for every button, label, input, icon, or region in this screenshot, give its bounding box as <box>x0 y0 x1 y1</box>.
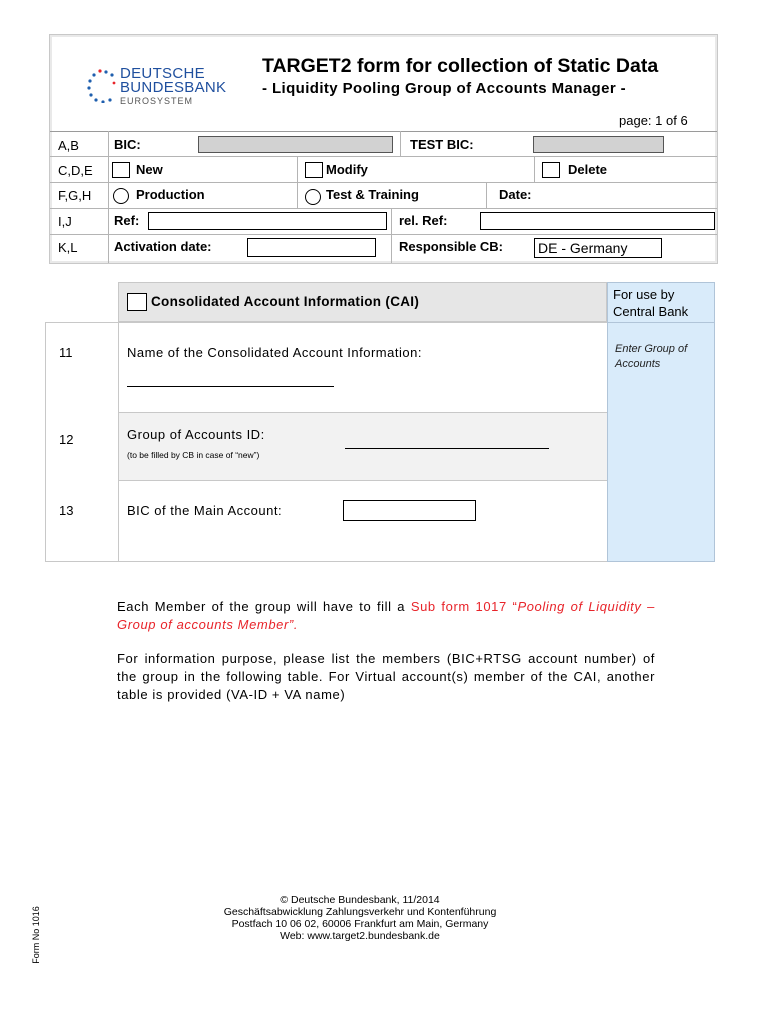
central-bank-column <box>607 282 715 562</box>
test-bic-label: TEST BIC: <box>410 137 474 152</box>
row-number-13: 13 <box>59 503 74 518</box>
enter-group-note: Enter Group of Accounts <box>615 343 688 370</box>
row-12-label: Group of Accounts ID: <box>127 427 265 442</box>
cai-title: Consolidated Account Information (CAI) <box>151 294 420 309</box>
row-13-label: BIC of the Main Account: <box>127 503 283 518</box>
ref-label: Ref: <box>114 213 140 228</box>
bic-input[interactable] <box>198 136 393 153</box>
rel-ref-label: rel. Ref: <box>399 213 448 228</box>
bundesbank-logo <box>86 65 246 111</box>
footer-copyright: © Deutsche Bundesbank, 11/2014 <box>280 894 440 906</box>
page-title: TARGET2 form for collection of Static Data <box>262 55 659 77</box>
sub-form-link[interactable]: Sub form 1017 “ <box>410 599 518 614</box>
new-label: New <box>136 162 163 177</box>
footer-web[interactable]: Web: www.target2.bundesbank.de <box>280 930 440 942</box>
logo-line3: EUROSYSTEM <box>120 96 194 106</box>
row-label-ab: A,B <box>58 138 79 153</box>
central-bank-label: For use by Central Bank <box>613 287 689 319</box>
row-number-12: 12 <box>59 432 74 447</box>
page-indicator: page: 1 of 6 <box>619 113 688 128</box>
row-label-fgh: F,G,H <box>58 188 92 203</box>
test-training-label: Test & Training <box>326 187 419 202</box>
modify-label: Modify <box>326 162 368 177</box>
footer <box>190 894 530 942</box>
row-11-label: Name of the Consolidated Account Information: <box>127 345 422 360</box>
header-block <box>49 34 718 264</box>
para1-text: Each Member of the group will have to fill a <box>117 599 411 614</box>
paragraph-info: For information purpose, please list the members (BIC+RTSG account number) of the group in the following table. For Virtual account(s) member of the CAI, another table is provided (VA-ID + VA name) <box>117 651 655 702</box>
responsible-cb-select[interactable]: DE - Germany <box>534 238 662 258</box>
cai-checkbox[interactable] <box>127 293 147 311</box>
row-12-note: (to be filled by CB in case of “new”) <box>127 450 260 460</box>
responsible-cb-label: Responsible CB: <box>399 239 504 254</box>
group-id-input[interactable] <box>345 448 549 449</box>
eurosystem-stars-icon <box>86 69 116 103</box>
sub-form-title[interactable]: Pooling of Liquidity – Group of accounts Member <box>117 599 655 632</box>
ref-input[interactable] <box>148 212 387 230</box>
delete-label: Delete <box>568 162 608 177</box>
rel-ref-input[interactable] <box>480 212 715 230</box>
test-bic-input[interactable] <box>533 136 664 153</box>
row-number-11: 11 <box>59 345 73 360</box>
cai-section <box>45 282 717 562</box>
modify-checkbox[interactable] <box>305 162 323 178</box>
row-label-ij: I,J <box>58 214 72 229</box>
activation-date-input[interactable] <box>247 238 376 257</box>
date-label: Date: <box>499 187 532 202</box>
delete-checkbox[interactable] <box>542 162 560 178</box>
paragraph-sub-form <box>117 598 655 634</box>
new-checkbox[interactable] <box>112 162 130 178</box>
test-training-radio[interactable] <box>305 189 321 205</box>
footer-department: Geschäftsabwicklung Zahlungsverkehr und Kontenführung <box>223 906 497 918</box>
footer-address: Postfach 10 06 02, 60006 Frankfurt am Main, Germany <box>231 918 489 930</box>
row-12-shade <box>119 413 607 480</box>
logo-line1: DEUTSCHE <box>120 65 205 82</box>
production-radio[interactable] <box>113 188 129 204</box>
row-label-kl: K,L <box>58 240 78 255</box>
logo-line2: BUNDESBANK <box>120 79 227 96</box>
form-number: Form No 1016 <box>31 906 41 964</box>
production-label: Production <box>136 187 205 202</box>
main-account-bic-input[interactable] <box>343 500 476 521</box>
row-label-cde: C,D,E <box>58 163 93 178</box>
activation-date-label: Activation date: <box>114 239 212 254</box>
para1-end: ”. <box>288 617 299 632</box>
cai-name-input[interactable] <box>127 386 334 387</box>
page-subtitle: - Liquidity Pooling Group of Accounts Manager - <box>262 80 627 97</box>
bic-label: BIC: <box>114 137 141 152</box>
